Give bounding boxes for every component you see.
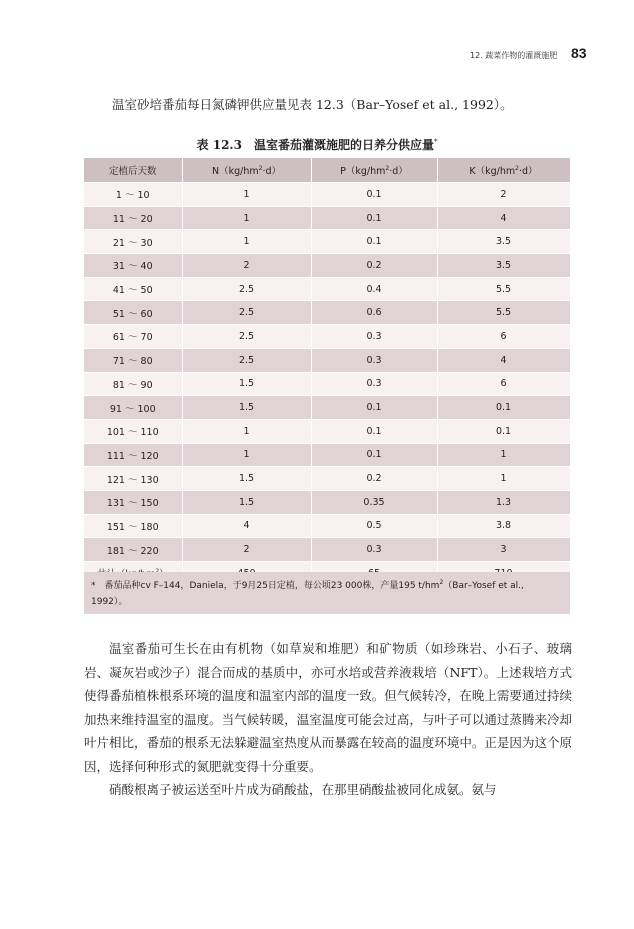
paragraph: 硝酸根离子被运送至叶片成为硝酸盐，在那里硝酸盐被同化成氨。氨与 (109, 782, 497, 797)
cell-k: 3 (437, 538, 570, 562)
cell-n: 1.5 (182, 467, 311, 491)
paragraph: 温室番茄可生长在由有机物（如草炭和堆肥）和矿物质（如珍珠岩、小石子、玻璃岩、凝灰岩或沙子）混合而成的基质中，亦可水培或营养液栽培（NFT）。上述栽培方式使得番茄植株根系环境的温度和温室内部的温度一致。但气候转冷，在晚上需要通过持续加热来维持温室的温度。当气候转暖，温室温度可能会过高，与叶子可以通过蒸腾来冷却叶片相比，番茄的根系无法躲避温室热度从而暴露在较高的温度环境中。正是因为这个原因，选择何种形式的氮肥就变得十分重要。 (84, 641, 572, 774)
cell-p: 0.5 (311, 514, 437, 538)
cell-k: 1 (437, 467, 570, 491)
table-row (84, 419, 570, 443)
table-row (84, 301, 570, 325)
cell-n: 1 (182, 230, 311, 254)
cell-n: 1 (182, 183, 311, 207)
table-row (84, 514, 570, 538)
cell-p: 0.35 (311, 490, 437, 514)
cell-p: 0.4 (311, 277, 437, 301)
table-header-row (84, 158, 570, 183)
cell-days: 121 ～ 130 (84, 467, 182, 491)
cell-p: 0.3 (311, 372, 437, 396)
cell-n: 2.5 (182, 348, 311, 372)
cell-p: 0.1 (311, 230, 437, 254)
nutrient-supply-table (84, 158, 571, 586)
cell-n: 1.5 (182, 372, 311, 396)
table-row (84, 467, 570, 491)
cell-n: 1.5 (182, 490, 311, 514)
table-body (84, 183, 570, 562)
cell-p: 0.1 (311, 396, 437, 420)
table-caption-text: 表 12.3 温室番茄灌溉施肥的日养分供应量 (196, 138, 434, 152)
cell-k: 3.8 (437, 514, 570, 538)
header-days: 定植后天数 (84, 158, 182, 183)
cell-k: 1.3 (437, 490, 570, 514)
cell-k: 3.5 (437, 254, 570, 278)
cell-days: 21 ～ 30 (84, 230, 182, 254)
table-row (84, 206, 570, 230)
cell-p: 0.3 (311, 538, 437, 562)
cell-days: 41 ～ 50 (84, 277, 182, 301)
table-caption-mark: * (433, 138, 438, 146)
cell-n: 1.5 (182, 396, 311, 420)
cell-p: 0.3 (311, 325, 437, 349)
cell-n: 1 (182, 443, 311, 467)
cell-days: 181 ～ 220 (84, 538, 182, 562)
cell-days: 131 ～ 150 (84, 490, 182, 514)
cell-days: 111 ～ 120 (84, 443, 182, 467)
cell-p: 0.1 (311, 419, 437, 443)
cell-p: 0.6 (311, 301, 437, 325)
table-caption (0, 136, 634, 153)
table-row (84, 277, 570, 301)
cell-days: 91 ～ 100 (84, 396, 182, 420)
table-row (84, 372, 570, 396)
cell-days: 61 ～ 70 (84, 325, 182, 349)
table-row (84, 490, 570, 514)
table-footnote: * 番茄品种cv F–144，Daniela，于9月25日定植，每公顷23 000株，产量195 $t/hm^2(Bar$–Yosef et al., 1992）。 (84, 572, 570, 614)
cell-days: 51 ～ 60 (84, 301, 182, 325)
header-p: $P(kg/hm^2\cdot d)$ (311, 158, 437, 183)
page-number: 83 (571, 45, 587, 61)
cell-p: 0.2 (311, 467, 437, 491)
table-row (84, 325, 570, 349)
table-row (84, 348, 570, 372)
cell-k: 0.1 (437, 419, 570, 443)
cell-n: 1 (182, 206, 311, 230)
cell-p: 0.3 (311, 348, 437, 372)
table-row (84, 183, 570, 207)
header-n: $N(kg/hm^2\cdot d)$ (182, 158, 311, 183)
cell-p: 0.1 (311, 183, 437, 207)
table-row (84, 538, 570, 562)
running-header-chapter: 12. 蔬菜作物的灌溉施肥 (470, 51, 558, 60)
cell-n: 2 (182, 254, 311, 278)
table-row (84, 443, 570, 467)
cell-k: 4 (437, 206, 570, 230)
cell-k: 3.5 (437, 230, 570, 254)
cell-n: 4 (182, 514, 311, 538)
cell-days: 81 ～ 90 (84, 372, 182, 396)
cell-n: 2.5 (182, 301, 311, 325)
cell-p: 0.1 (311, 206, 437, 230)
table-row (84, 230, 570, 254)
cell-k: 4 (437, 348, 570, 372)
body-text (84, 637, 572, 802)
cell-k: 6 (437, 325, 570, 349)
cell-days: 31 ～ 40 (84, 254, 182, 278)
cell-k: 6 (437, 372, 570, 396)
header-k: $K(kg/hm^2\cdot d)$ (437, 158, 570, 183)
cell-k: 5.5 (437, 301, 570, 325)
cell-p: 0.2 (311, 254, 437, 278)
table-row (84, 396, 570, 420)
cell-n: 2 (182, 538, 311, 562)
cell-k: 2 (437, 183, 570, 207)
cell-k: 5.5 (437, 277, 570, 301)
cell-n: 1 (182, 419, 311, 443)
cell-days: 151 ～ 180 (84, 514, 182, 538)
cell-n: 2.5 (182, 325, 311, 349)
cell-p: 0.1 (311, 443, 437, 467)
cell-days: 11 ～ 20 (84, 206, 182, 230)
intro-sentence: 温室砂培番茄每日氮磷钾供应量见表 12.3（Bar–Yosef et al., 1992）。 (112, 97, 513, 112)
cell-days: 71 ～ 80 (84, 348, 182, 372)
cell-days: 101 ～ 110 (84, 419, 182, 443)
table-row (84, 254, 570, 278)
cell-days: 1 ～ 10 (84, 183, 182, 207)
cell-k: 0.1 (437, 396, 570, 420)
cell-n: 2.5 (182, 277, 311, 301)
cell-k: 1 (437, 443, 570, 467)
